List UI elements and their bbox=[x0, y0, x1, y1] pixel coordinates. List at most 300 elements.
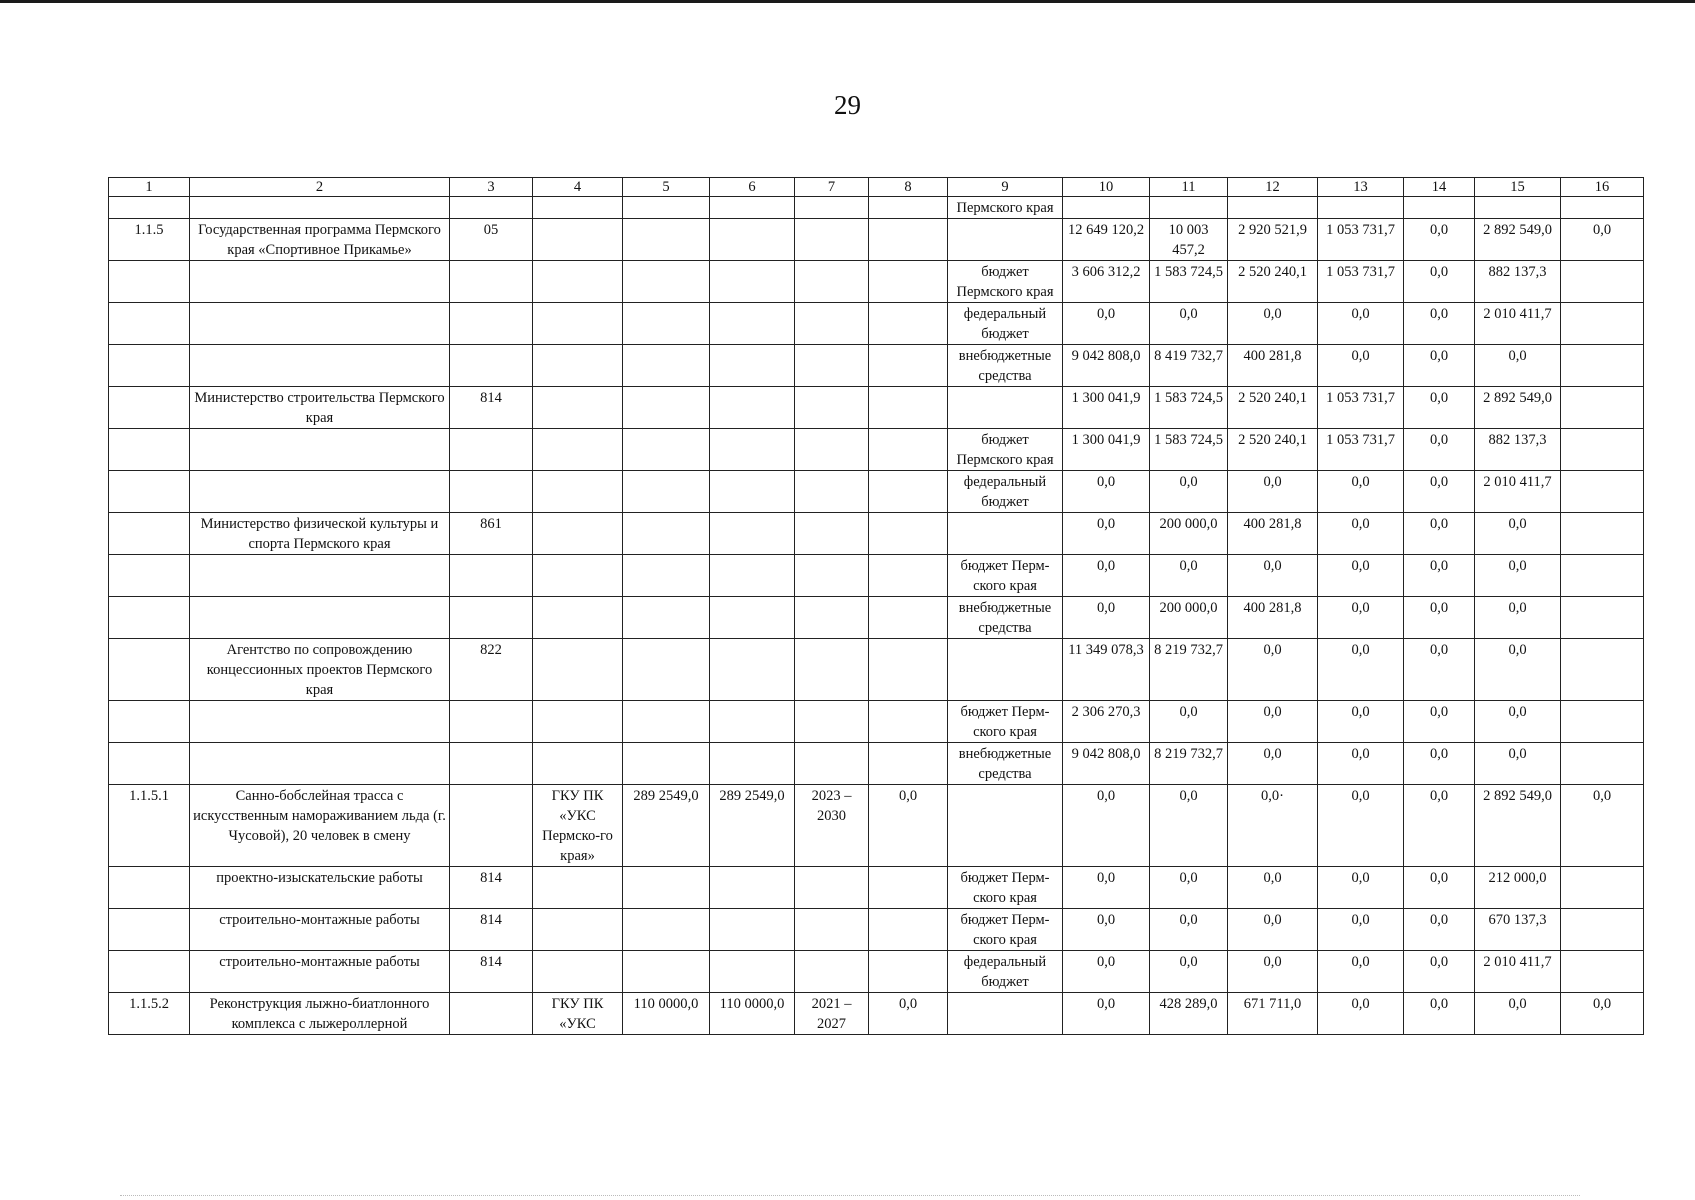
table-cell-col-10: 0,0 bbox=[1063, 597, 1150, 639]
table-cell-col-14: 0,0 bbox=[1404, 261, 1475, 303]
table-cell-col-2 bbox=[190, 197, 450, 219]
table-cell-col-14: 0,0 bbox=[1404, 743, 1475, 785]
table-cell-col-3: 814 bbox=[450, 909, 533, 951]
table-cell-col-4 bbox=[533, 303, 623, 345]
table-cell-col-10: 0,0 bbox=[1063, 785, 1150, 867]
table-cell-col-11: 0,0 bbox=[1150, 785, 1228, 867]
table-cell-col-4 bbox=[533, 197, 623, 219]
table-cell-col-4 bbox=[533, 743, 623, 785]
table-cell-col-13 bbox=[1318, 197, 1404, 219]
table-cell-col-2: строительно-монтажные работы bbox=[190, 909, 450, 951]
table-cell-col-12: 0,0 bbox=[1228, 951, 1318, 993]
table-row bbox=[109, 197, 1644, 219]
table-cell-col-12: 2 520 240,1 bbox=[1228, 429, 1318, 471]
table-cell-col-6 bbox=[710, 261, 795, 303]
table-cell-col-5 bbox=[623, 219, 710, 261]
table-cell-col-7 bbox=[795, 471, 869, 513]
table-cell-col-11: 1 583 724,5 bbox=[1150, 387, 1228, 429]
table-cell-col-13: 1 053 731,7 bbox=[1318, 219, 1404, 261]
table-cell-col-2: Реконструкция лыжно-биатлонного комплекса с лыжероллерной bbox=[190, 993, 450, 1035]
table-cell-col-2: проектно-изыскательские работы bbox=[190, 867, 450, 909]
table-cell-col-2: Министерство физической культуры и спорта Пермского края bbox=[190, 513, 450, 555]
table-cell-col-10: 2 306 270,3 bbox=[1063, 701, 1150, 743]
table-cell-col-13: 0,0 bbox=[1318, 701, 1404, 743]
table-row bbox=[109, 951, 1644, 993]
table-cell-col-14: 0,0 bbox=[1404, 909, 1475, 951]
table-cell-col-12: 0,0 bbox=[1228, 867, 1318, 909]
table-cell-col-4 bbox=[533, 429, 623, 471]
table-cell-col-11: 8 419 732,7 bbox=[1150, 345, 1228, 387]
table-cell-col-4 bbox=[533, 867, 623, 909]
table-cell-col-3 bbox=[450, 197, 533, 219]
column-header-7: 7 bbox=[795, 178, 869, 197]
column-header-6: 6 bbox=[710, 178, 795, 197]
table-row bbox=[109, 303, 1644, 345]
table-cell-col-6 bbox=[710, 219, 795, 261]
table-cell-col-12: 0,0 bbox=[1228, 303, 1318, 345]
table-cell-col-16 bbox=[1561, 909, 1644, 951]
column-header-13: 13 bbox=[1318, 178, 1404, 197]
table-cell-col-12: 0,0 bbox=[1228, 909, 1318, 951]
table-cell-col-3: 861 bbox=[450, 513, 533, 555]
table-cell-col-3: 814 bbox=[450, 387, 533, 429]
table-cell-col-10: 0,0 bbox=[1063, 555, 1150, 597]
table-cell-col-7 bbox=[795, 261, 869, 303]
table-cell-col-7 bbox=[795, 639, 869, 701]
table-cell-col-6 bbox=[710, 639, 795, 701]
table-cell-col-4 bbox=[533, 387, 623, 429]
table-cell-col-8 bbox=[869, 219, 948, 261]
table-cell-col-8: 0,0 bbox=[869, 993, 948, 1035]
table-cell-col-2: Агентство по сопровождению концессионных проектов Пермского края bbox=[190, 639, 450, 701]
column-header-4: 4 bbox=[533, 178, 623, 197]
table-cell-col-3: 814 bbox=[450, 951, 533, 993]
table-cell-col-14: 0,0 bbox=[1404, 471, 1475, 513]
table-cell-col-1 bbox=[109, 701, 190, 743]
table-cell-col-9: Пермского края bbox=[948, 197, 1063, 219]
table-cell-col-7 bbox=[795, 513, 869, 555]
table-cell-col-7 bbox=[795, 555, 869, 597]
table-cell-col-1: 1.1.5.1 bbox=[109, 785, 190, 867]
column-header-2: 2 bbox=[190, 178, 450, 197]
table-cell-col-1 bbox=[109, 513, 190, 555]
table-cell-col-13: 1 053 731,7 bbox=[1318, 387, 1404, 429]
table-cell-col-1 bbox=[109, 867, 190, 909]
table-cell-col-5 bbox=[623, 471, 710, 513]
table-cell-col-7 bbox=[795, 387, 869, 429]
table-row bbox=[109, 555, 1644, 597]
table-cell-col-4 bbox=[533, 951, 623, 993]
table-cell-col-8 bbox=[869, 429, 948, 471]
table-cell-col-8 bbox=[869, 951, 948, 993]
column-header-14: 14 bbox=[1404, 178, 1475, 197]
table-cell-col-13: 1 053 731,7 bbox=[1318, 429, 1404, 471]
table-cell-col-1 bbox=[109, 597, 190, 639]
table-cell-col-1 bbox=[109, 555, 190, 597]
table-cell-col-5 bbox=[623, 261, 710, 303]
table-row bbox=[109, 785, 1644, 867]
table-cell-col-7 bbox=[795, 345, 869, 387]
table-cell-col-13: 1 053 731,7 bbox=[1318, 261, 1404, 303]
table-cell-col-11: 1 583 724,5 bbox=[1150, 261, 1228, 303]
table-cell-col-8 bbox=[869, 513, 948, 555]
table-cell-col-14: 0,0 bbox=[1404, 303, 1475, 345]
table-cell-col-2: Государственная программа Пермского края «Спортивное Прикамье» bbox=[190, 219, 450, 261]
table-cell-col-15: 0,0 bbox=[1475, 701, 1561, 743]
table-cell-col-8 bbox=[869, 743, 948, 785]
table-cell-col-3: 05 bbox=[450, 219, 533, 261]
table-cell-col-1 bbox=[109, 951, 190, 993]
table-cell-col-2 bbox=[190, 701, 450, 743]
table-cell-col-11: 0,0 bbox=[1150, 701, 1228, 743]
table-cell-col-6: 289 2549,0 bbox=[710, 785, 795, 867]
table-cell-col-3 bbox=[450, 261, 533, 303]
table-cell-col-14: 0,0 bbox=[1404, 513, 1475, 555]
table-row bbox=[109, 743, 1644, 785]
table-cell-col-1 bbox=[109, 471, 190, 513]
table-cell-col-16 bbox=[1561, 513, 1644, 555]
table-cell-col-10: 9 042 808,0 bbox=[1063, 345, 1150, 387]
table-cell-col-13: 0,0 bbox=[1318, 867, 1404, 909]
table-cell-col-11: 200 000,0 bbox=[1150, 597, 1228, 639]
table-cell-col-1 bbox=[109, 909, 190, 951]
table-row bbox=[109, 345, 1644, 387]
table-cell-col-10: 11 349 078,3 bbox=[1063, 639, 1150, 701]
table-cell-col-2 bbox=[190, 345, 450, 387]
table-cell-col-14: 0,0 bbox=[1404, 387, 1475, 429]
table-cell-col-9 bbox=[948, 387, 1063, 429]
table-cell-col-5 bbox=[623, 345, 710, 387]
column-header-11: 11 bbox=[1150, 178, 1228, 197]
table-cell-col-13: 0,0 bbox=[1318, 785, 1404, 867]
table-cell-col-6 bbox=[710, 345, 795, 387]
table-cell-col-1 bbox=[109, 639, 190, 701]
table-cell-col-10: 3 606 312,2 bbox=[1063, 261, 1150, 303]
table-cell-col-5 bbox=[623, 909, 710, 951]
table-cell-col-15: 882 137,3 bbox=[1475, 261, 1561, 303]
table-cell-col-15: 212 000,0 bbox=[1475, 867, 1561, 909]
table-cell-col-9 bbox=[948, 219, 1063, 261]
table-cell-col-9: федеральный бюджет bbox=[948, 471, 1063, 513]
table-cell-col-2 bbox=[190, 555, 450, 597]
table-cell-col-16: 0,0 bbox=[1561, 993, 1644, 1035]
table-cell-col-12: 2 520 240,1 bbox=[1228, 261, 1318, 303]
table-cell-col-4 bbox=[533, 639, 623, 701]
table-cell-col-13: 0,0 bbox=[1318, 743, 1404, 785]
table-cell-col-2 bbox=[190, 743, 450, 785]
table-cell-col-1 bbox=[109, 387, 190, 429]
table-cell-col-2 bbox=[190, 471, 450, 513]
table-row bbox=[109, 701, 1644, 743]
table-cell-col-10: 0,0 bbox=[1063, 471, 1150, 513]
table-cell-col-11: 428 289,0 bbox=[1150, 993, 1228, 1035]
table-cell-col-3: 822 bbox=[450, 639, 533, 701]
table-cell-col-5 bbox=[623, 555, 710, 597]
table-cell-col-14: 0,0 bbox=[1404, 219, 1475, 261]
table-cell-col-4 bbox=[533, 471, 623, 513]
table-cell-col-13: 0,0 bbox=[1318, 639, 1404, 701]
table-cell-col-7 bbox=[795, 743, 869, 785]
table-cell-col-6 bbox=[710, 197, 795, 219]
table-cell-col-9: бюджет Перм-ского края bbox=[948, 867, 1063, 909]
table-cell-col-1: 1.1.5 bbox=[109, 219, 190, 261]
table-cell-col-9: бюджет Перм-ского края bbox=[948, 909, 1063, 951]
table-cell-col-12 bbox=[1228, 197, 1318, 219]
table-cell-col-3 bbox=[450, 743, 533, 785]
column-header-1: 1 bbox=[109, 178, 190, 197]
table-cell-col-6 bbox=[710, 597, 795, 639]
table-cell-col-16 bbox=[1561, 597, 1644, 639]
table-cell-col-7 bbox=[795, 951, 869, 993]
table-cell-col-9: федеральный бюджет bbox=[948, 303, 1063, 345]
table-cell-col-13: 0,0 bbox=[1318, 951, 1404, 993]
table-cell-col-16 bbox=[1561, 555, 1644, 597]
table-row bbox=[109, 639, 1644, 701]
table-cell-col-10: 0,0 bbox=[1063, 867, 1150, 909]
table-cell-col-11: 0,0 bbox=[1150, 471, 1228, 513]
table-cell-col-5: 110 0000,0 bbox=[623, 993, 710, 1035]
table-cell-col-15: 0,0 bbox=[1475, 597, 1561, 639]
table-cell-col-10: 1 300 041,9 bbox=[1063, 429, 1150, 471]
table-cell-col-15: 0,0 bbox=[1475, 513, 1561, 555]
table-cell-col-4 bbox=[533, 555, 623, 597]
table-cell-col-2 bbox=[190, 429, 450, 471]
table-cell-col-4 bbox=[533, 345, 623, 387]
table-cell-col-13: 0,0 bbox=[1318, 555, 1404, 597]
table-cell-col-11: 0,0 bbox=[1150, 303, 1228, 345]
column-header-15: 15 bbox=[1475, 178, 1561, 197]
table-cell-col-9 bbox=[948, 639, 1063, 701]
table-cell-col-11: 0,0 bbox=[1150, 909, 1228, 951]
table-cell-col-8 bbox=[869, 555, 948, 597]
table-cell-col-11 bbox=[1150, 197, 1228, 219]
table-cell-col-12: 0,0 bbox=[1228, 555, 1318, 597]
table-cell-col-15: 0,0 bbox=[1475, 639, 1561, 701]
table-cell-col-15: 2 892 549,0 bbox=[1475, 387, 1561, 429]
table-cell-col-10: 0,0 bbox=[1063, 909, 1150, 951]
table-cell-col-12: 2 920 521,9 bbox=[1228, 219, 1318, 261]
table-cell-col-14: 0,0 bbox=[1404, 993, 1475, 1035]
table-cell-col-16 bbox=[1561, 867, 1644, 909]
table-cell-col-3 bbox=[450, 701, 533, 743]
table-cell-col-9: внебюджетные средства bbox=[948, 597, 1063, 639]
table-cell-col-16 bbox=[1561, 639, 1644, 701]
table-cell-col-15: 2 892 549,0 bbox=[1475, 785, 1561, 867]
table-cell-col-9 bbox=[948, 785, 1063, 867]
table-cell-col-14: 0,0 bbox=[1404, 701, 1475, 743]
table-cell-col-1: 1.1.5.2 bbox=[109, 993, 190, 1035]
table-row bbox=[109, 867, 1644, 909]
table-cell-col-15: 0,0 bbox=[1475, 993, 1561, 1035]
table-cell-col-1 bbox=[109, 345, 190, 387]
table-cell-col-9: бюджет Перм-ского края bbox=[948, 555, 1063, 597]
table-cell-col-5 bbox=[623, 867, 710, 909]
table-cell-col-14: 0,0 bbox=[1404, 345, 1475, 387]
table-row bbox=[109, 261, 1644, 303]
table-cell-col-3 bbox=[450, 471, 533, 513]
table-cell-col-9: внебюджетные средства bbox=[948, 743, 1063, 785]
table-cell-col-16 bbox=[1561, 471, 1644, 513]
table-cell-col-16 bbox=[1561, 197, 1644, 219]
table-cell-col-14: 0,0 bbox=[1404, 429, 1475, 471]
table-cell-col-8 bbox=[869, 597, 948, 639]
table-cell-col-7 bbox=[795, 219, 869, 261]
table-cell-col-4 bbox=[533, 701, 623, 743]
table-cell-col-15: 0,0 bbox=[1475, 555, 1561, 597]
table-cell-col-10: 0,0 bbox=[1063, 303, 1150, 345]
table-cell-col-10: 9 042 808,0 bbox=[1063, 743, 1150, 785]
table-cell-col-5: 289 2549,0 bbox=[623, 785, 710, 867]
table-cell-col-10: 0,0 bbox=[1063, 951, 1150, 993]
table-cell-col-9: федеральный бюджет bbox=[948, 951, 1063, 993]
table-cell-col-6 bbox=[710, 471, 795, 513]
table-cell-col-10: 1 300 041,9 bbox=[1063, 387, 1150, 429]
table-cell-col-1 bbox=[109, 303, 190, 345]
table-cell-col-5 bbox=[623, 639, 710, 701]
table-cell-col-1 bbox=[109, 197, 190, 219]
table-cell-col-5 bbox=[623, 197, 710, 219]
budget-table bbox=[108, 177, 1644, 1035]
table-cell-col-9: внебюджетные средства bbox=[948, 345, 1063, 387]
table-cell-col-15: 2 010 411,7 bbox=[1475, 303, 1561, 345]
table-cell-col-4 bbox=[533, 261, 623, 303]
table-cell-col-5 bbox=[623, 303, 710, 345]
table-cell-col-8: 0,0 bbox=[869, 785, 948, 867]
table-cell-col-14: 0,0 bbox=[1404, 597, 1475, 639]
table-cell-col-3: 814 bbox=[450, 867, 533, 909]
table-row bbox=[109, 387, 1644, 429]
table-cell-col-16 bbox=[1561, 743, 1644, 785]
table-cell-col-8 bbox=[869, 471, 948, 513]
table-cell-col-3 bbox=[450, 993, 533, 1035]
table-cell-col-7: 2021 – 2027 bbox=[795, 993, 869, 1035]
table-cell-col-3 bbox=[450, 785, 533, 867]
table-cell-col-2: строительно-монтажные работы bbox=[190, 951, 450, 993]
table-header-row bbox=[109, 178, 1644, 197]
table-cell-col-15: 2 010 411,7 bbox=[1475, 471, 1561, 513]
table-cell-col-5 bbox=[623, 429, 710, 471]
table-cell-col-3 bbox=[450, 429, 533, 471]
table-cell-col-12: 0,0 bbox=[1228, 701, 1318, 743]
table-cell-col-9 bbox=[948, 513, 1063, 555]
table-cell-col-16 bbox=[1561, 701, 1644, 743]
table-row bbox=[109, 993, 1644, 1035]
table-cell-col-12: 0,0· bbox=[1228, 785, 1318, 867]
table-cell-col-7 bbox=[795, 909, 869, 951]
table-cell-col-7: 2023 – 2030 bbox=[795, 785, 869, 867]
table-cell-col-10: 0,0 bbox=[1063, 513, 1150, 555]
table-cell-col-14 bbox=[1404, 197, 1475, 219]
table-cell-col-12: 671 711,0 bbox=[1228, 993, 1318, 1035]
table-cell-col-6 bbox=[710, 743, 795, 785]
table-cell-col-15: 670 137,3 bbox=[1475, 909, 1561, 951]
table-cell-col-6 bbox=[710, 701, 795, 743]
table-cell-col-12: 2 520 240,1 bbox=[1228, 387, 1318, 429]
table-cell-col-6 bbox=[710, 429, 795, 471]
table-cell-col-2 bbox=[190, 303, 450, 345]
table-cell-col-12: 0,0 bbox=[1228, 639, 1318, 701]
table-cell-col-11: 0,0 bbox=[1150, 555, 1228, 597]
table-row bbox=[109, 219, 1644, 261]
table-cell-col-5 bbox=[623, 387, 710, 429]
table-cell-col-16 bbox=[1561, 387, 1644, 429]
table-cell-col-7 bbox=[795, 701, 869, 743]
table-cell-col-15: 0,0 bbox=[1475, 345, 1561, 387]
table-cell-col-16 bbox=[1561, 261, 1644, 303]
column-header-3: 3 bbox=[450, 178, 533, 197]
table-cell-col-4: ГКУ ПК «УКС Пермско-го края» bbox=[533, 785, 623, 867]
column-header-8: 8 bbox=[869, 178, 948, 197]
table-cell-col-4: ГКУ ПК «УКС bbox=[533, 993, 623, 1035]
table-cell-col-6 bbox=[710, 555, 795, 597]
table-cell-col-13: 0,0 bbox=[1318, 909, 1404, 951]
table-cell-col-5 bbox=[623, 951, 710, 993]
table-cell-col-12: 400 281,8 bbox=[1228, 513, 1318, 555]
table-cell-col-16 bbox=[1561, 345, 1644, 387]
table-cell-col-8 bbox=[869, 639, 948, 701]
table-cell-col-15: 882 137,3 bbox=[1475, 429, 1561, 471]
table-cell-col-6 bbox=[710, 387, 795, 429]
table-cell-col-3 bbox=[450, 345, 533, 387]
table-cell-col-11: 1 583 724,5 bbox=[1150, 429, 1228, 471]
table-cell-col-9: бюджет Пермского края bbox=[948, 429, 1063, 471]
table-cell-col-16 bbox=[1561, 429, 1644, 471]
table-cell-col-6 bbox=[710, 867, 795, 909]
table-cell-col-6 bbox=[710, 303, 795, 345]
table-cell-col-6 bbox=[710, 909, 795, 951]
table-cell-col-12: 400 281,8 bbox=[1228, 345, 1318, 387]
table-cell-col-14: 0,0 bbox=[1404, 867, 1475, 909]
table-cell-col-8 bbox=[869, 909, 948, 951]
column-header-9: 9 bbox=[948, 178, 1063, 197]
table-cell-col-15: 2 010 411,7 bbox=[1475, 951, 1561, 993]
table-row bbox=[109, 429, 1644, 471]
table-cell-col-12: 400 281,8 bbox=[1228, 597, 1318, 639]
table-cell-col-13: 0,0 bbox=[1318, 471, 1404, 513]
table-cell-col-10: 0,0 bbox=[1063, 993, 1150, 1035]
table-row bbox=[109, 597, 1644, 639]
table-cell-col-6: 110 0000,0 bbox=[710, 993, 795, 1035]
table-cell-col-11: 10 003 457,2 bbox=[1150, 219, 1228, 261]
table-row bbox=[109, 909, 1644, 951]
table-cell-col-3 bbox=[450, 597, 533, 639]
table-cell-col-14: 0,0 bbox=[1404, 785, 1475, 867]
table-cell-col-16 bbox=[1561, 303, 1644, 345]
table-cell-col-13: 0,0 bbox=[1318, 303, 1404, 345]
column-header-10: 10 bbox=[1063, 178, 1150, 197]
table-cell-col-4 bbox=[533, 909, 623, 951]
column-header-16: 16 bbox=[1561, 178, 1644, 197]
table-cell-col-8 bbox=[869, 303, 948, 345]
table-cell-col-9: бюджет Перм-ского края bbox=[948, 701, 1063, 743]
table-cell-col-14: 0,0 bbox=[1404, 639, 1475, 701]
table-cell-col-14: 0,0 bbox=[1404, 951, 1475, 993]
table-cell-col-11: 8 219 732,7 bbox=[1150, 743, 1228, 785]
table-cell-col-4 bbox=[533, 597, 623, 639]
table-cell-col-15: 2 892 549,0 bbox=[1475, 219, 1561, 261]
table-cell-col-13: 0,0 bbox=[1318, 513, 1404, 555]
table-cell-col-5 bbox=[623, 701, 710, 743]
table-body bbox=[109, 197, 1644, 1035]
table-cell-col-13: 0,0 bbox=[1318, 993, 1404, 1035]
table-cell-col-11: 8 219 732,7 bbox=[1150, 639, 1228, 701]
page-number: 29 bbox=[834, 90, 861, 120]
table-cell-col-11: 0,0 bbox=[1150, 867, 1228, 909]
column-header-12: 12 bbox=[1228, 178, 1318, 197]
table-cell-col-13: 0,0 bbox=[1318, 345, 1404, 387]
table-cell-col-11: 200 000,0 bbox=[1150, 513, 1228, 555]
table-cell-col-6 bbox=[710, 513, 795, 555]
